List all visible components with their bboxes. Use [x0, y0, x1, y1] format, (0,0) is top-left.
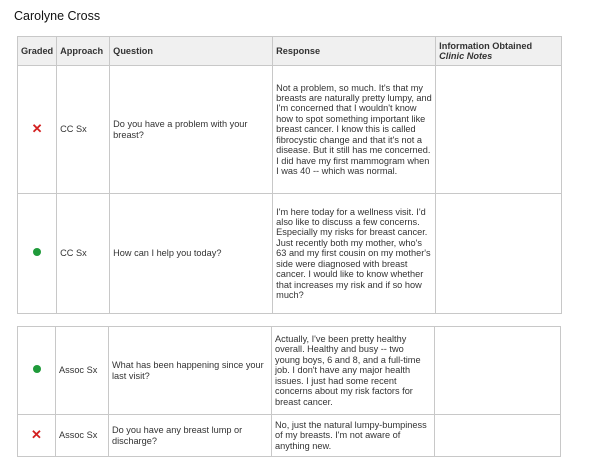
clinic-notes-cell[interactable]	[435, 415, 561, 457]
table-row	[18, 327, 561, 415]
clinic-notes-cell[interactable]	[435, 327, 561, 415]
question-cell: What has been happening since your last visit?	[109, 327, 272, 415]
table-row	[18, 66, 562, 194]
information-title: Information Obtained	[439, 40, 533, 51]
clinic-notes-cell[interactable]	[436, 194, 562, 314]
approach-cell: Assoc Sx	[56, 415, 109, 457]
clinic-notes-label: Clinic Notes	[439, 51, 493, 61]
table-header-row	[18, 37, 562, 66]
questions-table-1	[17, 36, 562, 314]
graded-cell	[18, 66, 57, 194]
x-mark-icon: ✕	[31, 120, 43, 136]
question-cell: Do you have a problem with your breast?	[110, 66, 273, 194]
response-cell: I'm here today for a wellness visit. I'd also like to discuss a few concerns. Especially my risks for breast cancer. Just recently both my mother, who's 63 and my first cousin on my mother's side were diagnosed with breast cancer. I would like to know whether that increases my risk and if so how much?	[273, 194, 436, 314]
clinic-notes-cell[interactable]	[436, 66, 562, 194]
green-dot-icon	[33, 248, 41, 256]
graded-cell	[18, 415, 56, 457]
table-row	[18, 415, 561, 457]
column-header-graded: Graded	[18, 37, 57, 66]
response-cell: Not a problem, so much. It's that my breasts are naturally pretty lumpy, and I'm concerned that I wouldn't know how to spot something important like breast cancer. I know this is called fibrocystic change and that it's not a disease. But it still has me concerned. I did have my first mammogram when I was 40 -- which was normal.	[273, 66, 436, 194]
column-header-information	[436, 37, 562, 66]
questions-table-2	[17, 326, 561, 457]
green-dot-icon	[33, 365, 41, 373]
patient-name: Carolyne Cross	[14, 9, 101, 23]
graded-cell	[18, 327, 56, 415]
approach-cell: Assoc Sx	[56, 327, 109, 415]
approach-cell: CC Sx	[57, 66, 110, 194]
table-row	[18, 194, 562, 314]
x-mark-icon: ✕	[31, 426, 42, 442]
graded-cell	[18, 194, 57, 314]
response-cell: No, just the natural lumpy-bumpiness of my breasts. I'm not aware of anything new.	[272, 415, 435, 457]
column-header-approach: Approach	[57, 37, 110, 66]
column-header-response: Response	[273, 37, 436, 66]
response-cell: Actually, I've been pretty healthy overall. Healthy and busy -- two young boys, 6 and 8, and a full-time job. I don't have any major health issues. I just had some recent concerns about my risk factors for breast cancer.	[272, 327, 435, 415]
question-cell: Do you have any breast lump or discharge?	[109, 415, 272, 457]
column-header-question: Question	[110, 37, 273, 66]
question-cell: How can I help you today?	[110, 194, 273, 314]
approach-cell: CC Sx	[57, 194, 110, 314]
